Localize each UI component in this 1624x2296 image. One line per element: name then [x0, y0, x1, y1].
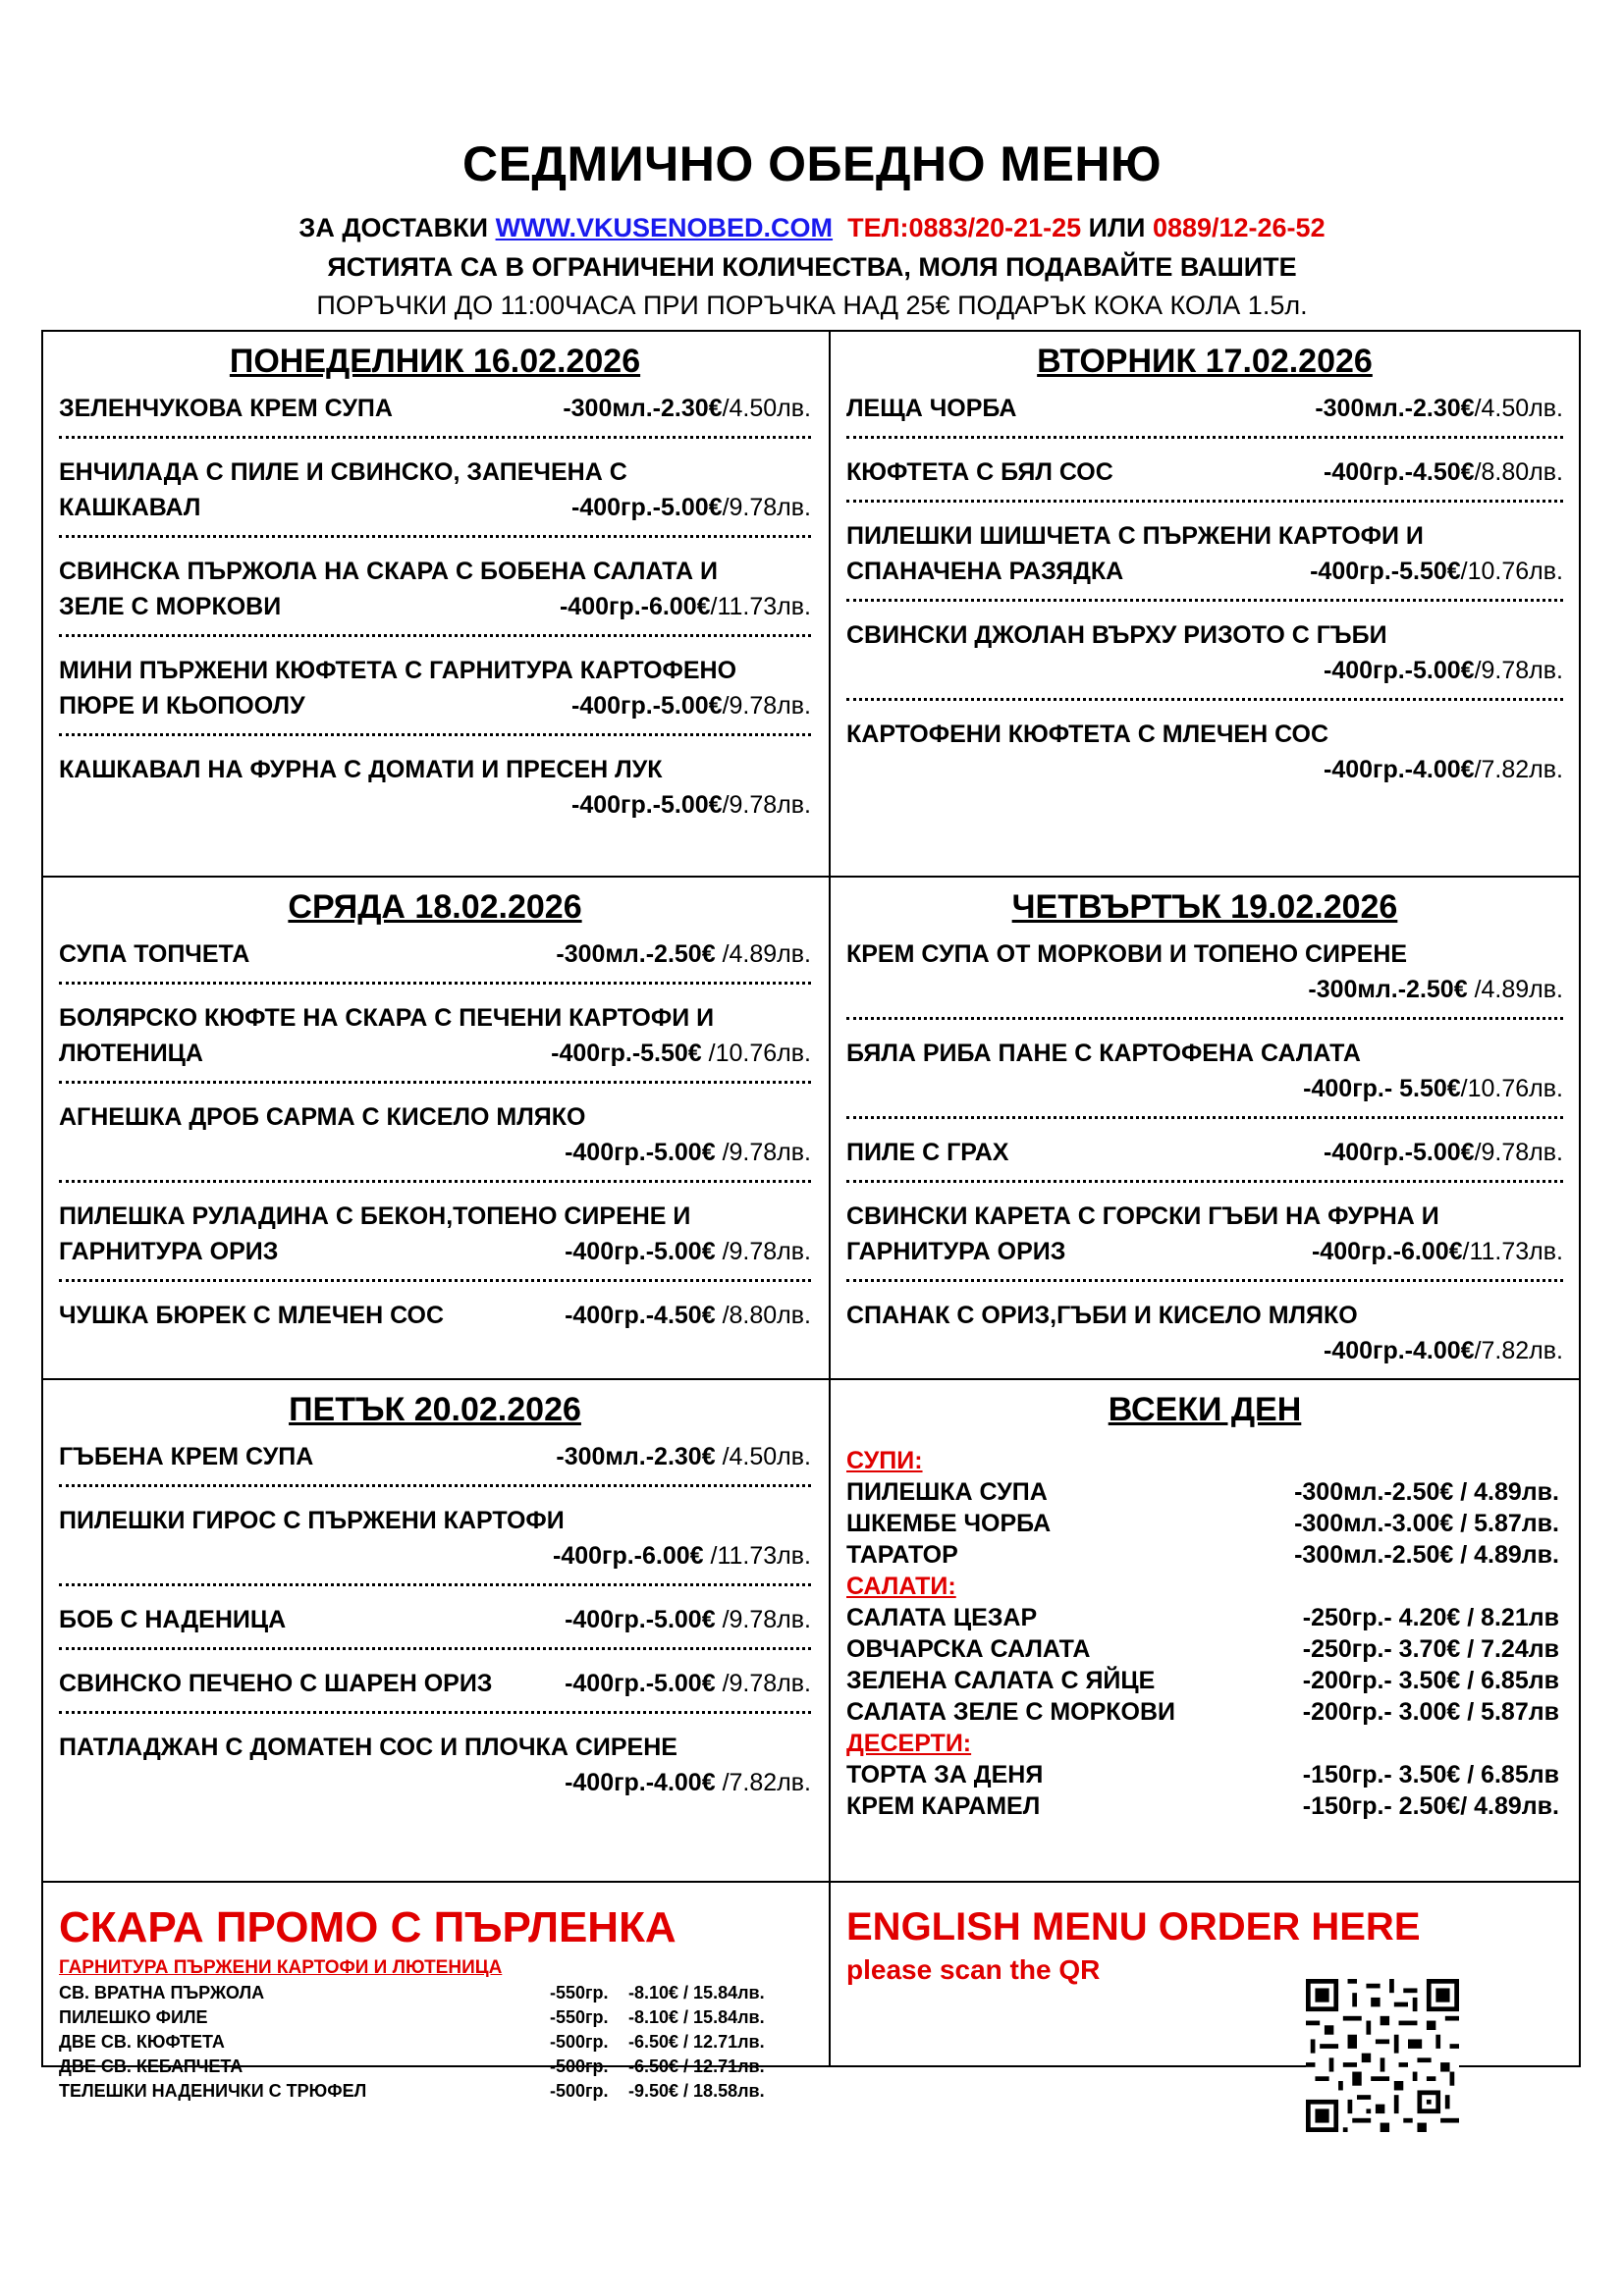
dotted-separator: [846, 599, 1563, 602]
menu-item-line: [59, 1036, 811, 1071]
website-link[interactable]: WWW.VKUSENOBED.COM: [495, 213, 834, 242]
day-title-wednesday: СРЯДА 18.02.2026: [288, 888, 582, 926]
everyday-item: [846, 1696, 1563, 1728]
price-eur: -400гр.-4.00€: [565, 1769, 716, 1796]
price-bgn: /9.78лв.: [722, 791, 811, 819]
menu-item-price-line: [846, 653, 1563, 688]
everyday-item-price: -300мл.-2.50€ / 4.89лв.: [1294, 1478, 1559, 1506]
price-bgn: /9.78лв.: [1474, 1139, 1563, 1166]
price-bgn: /11.73лв.: [703, 1542, 811, 1570]
price-bgn: /4.50лв.: [1474, 395, 1563, 422]
menu-item: [846, 617, 1563, 688]
menu-item-line: [846, 1234, 1563, 1269]
menu-item-line: [59, 1730, 811, 1765]
promo-item: [59, 2030, 811, 2055]
promo-item-weight: -550гр.: [550, 1983, 609, 2002]
price-bgn: /7.82лв.: [1474, 1337, 1563, 1364]
everyday-section: [831, 1380, 1581, 1881]
dotted-separator: [59, 1484, 811, 1487]
menu-item-line: [846, 617, 1563, 653]
promo-item-weight: -500гр.: [550, 2081, 609, 2101]
promo-item-weight: -500гр.: [550, 2056, 609, 2076]
price-bgn: /4.89лв.: [715, 940, 811, 968]
menu-item-name: ПЮРЕ И КЬОПООЛУ: [59, 692, 305, 720]
promo-item: [59, 2079, 811, 2104]
menu-item: [59, 1000, 811, 1071]
everyday-item-price: -150гр.- 2.50€/ 4.89лв.: [1302, 1792, 1559, 1820]
price: [1324, 752, 1563, 787]
price: [565, 1602, 811, 1637]
english-menu-subtitle: please scan the QR: [846, 1954, 1101, 1985]
price-eur: -300мл.-2.30€: [556, 1443, 716, 1470]
promo-item-price: -8.10€ / 15.84лв.: [628, 2007, 765, 2027]
menu-item-name: СВИНСКО ПЕЧЕНО С ШАРЕН ОРИЗ: [59, 1670, 493, 1697]
phone-1[interactable]: ТЕЛ:0883/20-21-25: [847, 213, 1082, 242]
menu-item-name: ПИЛЕШКИ ГИРОС С ПЪРЖЕНИ КАРТОФИ: [59, 1507, 565, 1534]
menu-item-name: ЗЕЛЕ С МОРКОВИ: [59, 593, 282, 620]
items-wednesday: [59, 936, 811, 1333]
price-bgn: /7.82лв.: [715, 1769, 811, 1796]
everyday-item-name: ПИЛЕШКА СУПА: [846, 1478, 1048, 1506]
everyday-item-price: -200гр.- 3.50€ / 6.85лв: [1302, 1667, 1559, 1694]
price: [1315, 391, 1563, 426]
price: [563, 391, 811, 426]
promo-item-price: -6.50€ / 12.71лв.: [628, 2032, 765, 2052]
menu-item-line: [59, 1099, 811, 1135]
price-bgn: /8.80лв.: [715, 1302, 811, 1329]
menu-item-name: СВИНСКИ КАРЕТА С ГОРСКИ ГЪБИ НА ФУРНА И: [846, 1202, 1439, 1230]
menu-item-line: [59, 391, 811, 426]
menu-item: [59, 653, 811, 723]
promo-item-name: ПИЛЕШКО ФИЛЕ: [59, 2007, 208, 2027]
price-eur: -400гр.-4.50€: [565, 1302, 716, 1329]
menu-item-price-line: [846, 752, 1563, 787]
menu-item: [59, 1503, 811, 1574]
menu-item-name: ГАРНИТУРА ОРИЗ: [846, 1238, 1066, 1265]
promo-item-name: ДВЕ СВ. КЮФТЕТА: [59, 2032, 225, 2052]
menu-item-name: МИНИ ПЪРЖЕНИ КЮФТЕТА С ГАРНИТУРА КАРТОФЕНО: [59, 657, 737, 684]
menu-item-line: [846, 518, 1563, 554]
dotted-separator: [59, 1647, 811, 1650]
everyday-item-name: ШКЕМБЕ ЧОРБА: [846, 1510, 1052, 1537]
menu-item-name: КЮФТЕТА С БЯЛ СОС: [846, 458, 1113, 486]
menu-item-price-line: [846, 972, 1563, 1007]
menu-item: [846, 1036, 1563, 1106]
menu-item-name: СВИНСКА ПЪРЖОЛА НА СКАРА С БОБЕНА САЛАТА И: [59, 558, 718, 585]
price: [1324, 454, 1563, 490]
everyday-item-name: ОВЧАРСКА САЛАТА: [846, 1635, 1091, 1663]
items-tuesday: [846, 391, 1563, 787]
menu-item-line: [59, 653, 811, 688]
price-bgn: /7.82лв.: [1474, 756, 1563, 783]
promo-section: [43, 1883, 829, 2101]
menu-item: [846, 454, 1563, 490]
price: [553, 1538, 811, 1574]
price-eur: -400гр.-5.00€: [565, 1238, 716, 1265]
dotted-separator: [59, 1180, 811, 1183]
everyday-item-price: -300мл.-2.50€ / 4.89лв.: [1294, 1541, 1559, 1569]
menu-item-line: [846, 717, 1563, 752]
menu-item-name: СУПА ТОПЧЕТА: [59, 940, 250, 968]
dotted-separator: [59, 1711, 811, 1714]
menu-item-name: СПАНАЧЕНА РАЗЯДКА: [846, 558, 1124, 585]
menu-item-name: ПИЛЕ С ГРАХ: [846, 1139, 1009, 1166]
promo-items: [59, 1981, 811, 2104]
price: [565, 1234, 811, 1269]
menu-item: [59, 1298, 811, 1333]
everyday-item: [846, 1539, 1563, 1571]
price: [571, 688, 811, 723]
menu-item: [846, 717, 1563, 787]
price-eur: -400гр.-5.00€: [565, 1139, 716, 1166]
items-friday: [59, 1439, 811, 1800]
menu-item-line: [846, 391, 1563, 426]
dotted-separator: [846, 1116, 1563, 1119]
price-eur: -300мл.-2.30€: [1315, 395, 1475, 422]
menu-item-price-line: [846, 1333, 1563, 1368]
notice-line-1: ЯСТИЯТА СА В ОГРАНИЧЕНИ КОЛИЧЕСТВА, МОЛЯ ПОДАВАЙТЕ ВАШИТЕ: [327, 252, 1297, 282]
menu-item: [846, 1199, 1563, 1269]
menu-item-name: ПИЛЕШКА РУЛАДИНА С БЕКОН,ТОПЕНО СИРЕНЕ И: [59, 1202, 691, 1230]
price-bgn: /9.78лв.: [722, 692, 811, 720]
everyday-item: [846, 1759, 1563, 1790]
menu-item: [59, 454, 811, 525]
page-title: СЕДМИЧНО ОБЕДНО МЕНЮ: [461, 136, 1163, 191]
menu-item-name: СВИНСКИ ДЖОЛАН ВЪРХУ РИЗОТО С ГЪБИ: [846, 621, 1387, 649]
price: [556, 1439, 811, 1474]
price-eur: -300мл.-2.50€: [1308, 976, 1468, 1003]
everyday-item-price: -250гр.- 4.20€ / 8.21лв: [1302, 1604, 1559, 1631]
promo-item-price: -8.10€ / 15.84лв.: [628, 1983, 765, 2002]
menu-item-name: ЛЕЩА ЧОРБА: [846, 395, 1017, 422]
price-bgn: /11.73лв.: [710, 593, 811, 620]
price-bgn: /10.76лв.: [1460, 558, 1563, 585]
everyday-item-name: ЗЕЛЕНА САЛАТА С ЯЙЦЕ: [846, 1667, 1156, 1694]
promo-item-price: -9.50€ / 18.58лв.: [628, 2081, 765, 2101]
price-bgn: /11.73лв.: [1462, 1238, 1563, 1265]
everyday-item: [846, 1633, 1563, 1665]
price: [1308, 972, 1563, 1007]
price: [565, 1666, 811, 1701]
menu-item-line: [846, 454, 1563, 490]
everyday-title: ВСЕКИ ДЕН: [1108, 1391, 1302, 1428]
price-eur: -400гр.-4.00€: [1324, 1337, 1475, 1364]
promo-item-weight: -550гр.: [550, 2007, 609, 2027]
everyday-item-name: КРЕМ КАРАМЕЛ: [846, 1792, 1041, 1820]
dotted-separator: [846, 1180, 1563, 1183]
price-bgn: /9.78лв.: [715, 1670, 811, 1697]
menu-grid: [41, 330, 1581, 2101]
menu-item-price-line: [59, 1135, 811, 1170]
everyday-item: [846, 1508, 1563, 1539]
menu-item-price-line: [59, 1765, 811, 1800]
menu-item-name: ПАТЛАДЖАН С ДОМАТЕН СОС И ПЛОЧКА СИРЕНЕ: [59, 1734, 677, 1761]
price-bgn: /4.89лв.: [1467, 976, 1563, 1003]
price: [560, 589, 811, 624]
everyday-item-name: САЛАТА ЦЕЗАР: [846, 1604, 1038, 1631]
menu-item: [846, 936, 1563, 1007]
price-bgn: /9.78лв.: [715, 1139, 811, 1166]
price-eur: -400гр.-6.00€: [559, 593, 711, 620]
price-eur: -400гр.-5.00€: [565, 1670, 716, 1697]
day-friday: [43, 1380, 829, 1881]
or-label: ИЛИ: [1081, 213, 1153, 242]
price-eur: -400гр.-4.00€: [1324, 756, 1475, 783]
price: [565, 1298, 811, 1333]
day-thursday: [831, 878, 1581, 1378]
dotted-separator: [59, 982, 811, 985]
price-bgn: /4.50лв.: [722, 395, 811, 422]
everyday-item: [846, 1790, 1563, 1822]
menu-item-line: [59, 936, 811, 972]
menu-item-line: [846, 1036, 1563, 1071]
price-eur: -400гр.-5.00€: [571, 791, 723, 819]
everyday-item-price: -200гр.- 3.00€ / 5.87лв: [1302, 1698, 1559, 1726]
promo-subtitle: ГАРНИТУРА ПЪРЖЕНИ КАРТОФИ И ЛЮТЕНИЦА: [59, 1957, 503, 1978]
everyday-group-label: ДЕСЕРТИ:: [846, 1730, 972, 1757]
price-bgn: /9.78лв.: [1474, 657, 1563, 684]
menu-item-price-line: [59, 787, 811, 823]
notice-line-2: ПОРЪЧКИ ДО 11:00ЧАСА ПРИ ПОРЪЧКА НАД 25€ ПОДАРЪК КОКА КОЛА 1.5л.: [316, 291, 1308, 320]
phone-2[interactable]: 0889/12-26-52: [1152, 213, 1326, 242]
menu-item: [59, 1602, 811, 1637]
price-eur: -400гр.- 5.50€: [1303, 1075, 1461, 1102]
price-eur: -400гр.-5.00€: [1324, 1139, 1475, 1166]
menu-item-name: АГНЕШКА ДРОБ САРМА С КИСЕЛО МЛЯКО: [59, 1103, 586, 1131]
menu-item-line: [59, 1503, 811, 1538]
price-bgn: /9.78лв.: [715, 1606, 811, 1633]
everyday-item-name: ТОРТА ЗА ДЕНЯ: [846, 1761, 1044, 1789]
menu-item-line: [846, 936, 1563, 972]
menu-item: [59, 1099, 811, 1170]
dotted-separator: [846, 500, 1563, 503]
menu-item-name: КАШКАВАЛ: [59, 494, 201, 521]
menu-item: [846, 1298, 1563, 1368]
menu-item-line: [59, 1666, 811, 1701]
menu-item-name: БЯЛА РИБА ПАНЕ С КАРТОФЕНА САЛАТА: [846, 1040, 1361, 1067]
price: [1303, 1071, 1563, 1106]
promo-item-name: ТЕЛЕШКИ НАДЕНИЧКИ С ТРЮФЕЛ: [59, 2081, 367, 2101]
menu-item-line: [59, 752, 811, 787]
menu-item: [59, 752, 811, 823]
day-title-friday: ПЕТЪК 20.02.2026: [289, 1391, 581, 1428]
everyday-item-price: -150гр.- 3.50€ / 6.85лв: [1302, 1761, 1559, 1789]
price-eur: -400гр.-5.00€: [1324, 657, 1475, 684]
menu-item-name: ЧУШКА БЮРЕК С МЛЕЧЕН СОС: [59, 1302, 445, 1329]
dotted-separator: [59, 1081, 811, 1084]
price-eur: -400гр.-5.00€: [565, 1606, 716, 1633]
everyday-item: [846, 1476, 1563, 1508]
menu-item-line: [846, 1135, 1563, 1170]
menu-item-price-line: [846, 1071, 1563, 1106]
promo-item-weight: -500гр.: [550, 2032, 609, 2052]
menu-item-line: [59, 688, 811, 723]
menu-item: [59, 1199, 811, 1269]
english-menu-title: ENGLISH MENU ORDER HERE: [846, 1905, 1421, 1949]
menu-item: [59, 936, 811, 972]
menu-item-line: [59, 1234, 811, 1269]
promo-item-price: -6.50€ / 12.71лв.: [628, 2056, 765, 2076]
items-thursday: [846, 936, 1563, 1368]
dotted-separator: [846, 1017, 1563, 1020]
menu-item-line: [59, 1439, 811, 1474]
dotted-separator: [59, 1583, 811, 1586]
day-monday: [43, 332, 829, 876]
menu-item: [59, 391, 811, 426]
day-title-tuesday: ВТОРНИК 17.02.2026: [1037, 343, 1373, 380]
menu-item-line: [59, 589, 811, 624]
menu-item-line: [59, 1199, 811, 1234]
day-title-thursday: ЧЕТВЪРТЪК 19.02.2026: [1011, 888, 1398, 926]
english-menu-section: [831, 1883, 1581, 2067]
menu-item-line: [59, 554, 811, 589]
promo-title: СКАРА ПРОМО С ПЪРЛЕНКА: [59, 1903, 677, 1951]
price: [556, 936, 811, 972]
menu-item-price-line: [59, 1538, 811, 1574]
everyday-item: [846, 1602, 1563, 1633]
price: [571, 787, 811, 823]
everyday-item-name: САЛАТА ЗЕЛЕ С МОРКОВИ: [846, 1698, 1176, 1726]
dotted-separator: [846, 1279, 1563, 1282]
price: [1324, 653, 1563, 688]
price: [1310, 554, 1563, 589]
price-bgn: /8.80лв.: [1474, 458, 1563, 486]
price-eur: -300мл.-2.50€: [556, 940, 716, 968]
menu-item-line: [846, 554, 1563, 589]
menu-item-name: ЕНЧИЛАДА С ПИЛЕ И СВИНСКО, ЗАПЕЧЕНА С: [59, 458, 627, 486]
price: [565, 1135, 811, 1170]
menu-item: [59, 554, 811, 624]
price-eur: -400гр.-5.50€: [551, 1040, 702, 1067]
promo-item: [59, 2055, 811, 2079]
promo-item: [59, 2005, 811, 2030]
menu-item: [846, 1135, 1563, 1170]
everyday-item-name: ТАРАТОР: [846, 1541, 958, 1569]
promo-item: [59, 1981, 811, 2005]
menu-item: [846, 391, 1563, 426]
price-eur: -400гр.-6.00€: [1311, 1238, 1463, 1265]
price-eur: -400гр.-5.00€: [571, 692, 723, 720]
menu-item-name: ГАРНИТУРА ОРИЗ: [59, 1238, 279, 1265]
price-bgn: /10.76лв.: [701, 1040, 811, 1067]
price: [1324, 1135, 1563, 1170]
menu-item-name: ПИЛЕШКИ ШИШЧЕТА С ПЪРЖЕНИ КАРТОФИ И: [846, 522, 1424, 550]
menu-item-line: [59, 1602, 811, 1637]
delivery-label: ЗА ДОСТАВКИ: [298, 213, 496, 242]
menu-item-name: БОЛЯРСКО КЮФТЕ НА СКАРА С ПЕЧЕНИ КАРТОФИ И: [59, 1004, 715, 1032]
menu-item-name: КРЕМ СУПА ОТ МОРКОВИ И ТОПЕНО СИРЕНЕ: [846, 940, 1408, 968]
everyday-item: [846, 1665, 1563, 1696]
price: [1324, 1333, 1563, 1368]
everyday-item-price: -300мл.-3.00€ / 5.87лв.: [1294, 1510, 1559, 1537]
promo-item-name: СВ. ВРАТНА ПЪРЖОЛА: [59, 1983, 265, 2002]
price-bgn: /4.50лв.: [715, 1443, 811, 1470]
menu-item-line: [846, 1199, 1563, 1234]
price: [551, 1036, 811, 1071]
contact-line: [0, 213, 1624, 243]
menu-item: [59, 1439, 811, 1474]
everyday-item-price: -250гр.- 3.70€ / 7.24лв: [1302, 1635, 1559, 1663]
menu-item: [59, 1730, 811, 1800]
price-bgn: /9.78лв.: [722, 494, 811, 521]
dotted-separator: [59, 436, 811, 439]
menu-item-name: ЗЕЛЕНЧУКОВА КРЕМ СУПА: [59, 395, 393, 422]
price-bgn: /10.76лв.: [1460, 1075, 1563, 1102]
dotted-separator: [59, 733, 811, 736]
dotted-separator: [59, 535, 811, 538]
everyday-items: [846, 1445, 1563, 1822]
price-bgn: /9.78лв.: [715, 1238, 811, 1265]
price: [571, 490, 811, 525]
price-eur: -400гр.-5.50€: [1310, 558, 1461, 585]
price-eur: -400гр.-6.00€: [553, 1542, 704, 1570]
qr-code-icon[interactable]: [1306, 1979, 1459, 2132]
day-tuesday: [831, 332, 1581, 876]
menu-item: [846, 518, 1563, 589]
menu-item-line: [846, 1298, 1563, 1333]
menu-item-name: КАРТОФЕНИ КЮФТЕТА С МЛЕЧЕН СОС: [846, 721, 1329, 748]
price: [565, 1765, 811, 1800]
menu-item-name: ЛЮТЕНИЦА: [59, 1040, 203, 1067]
dotted-separator: [846, 698, 1563, 701]
menu-item-line: [59, 454, 811, 490]
price: [1312, 1234, 1563, 1269]
everyday-group-label: СУПИ:: [846, 1447, 923, 1474]
dotted-separator: [846, 436, 1563, 439]
items-monday: [59, 391, 811, 823]
dotted-separator: [59, 634, 811, 637]
day-wednesday: [43, 878, 829, 1378]
menu-item-line: [59, 490, 811, 525]
menu-item-line: [59, 1000, 811, 1036]
everyday-group-label: САЛАТИ:: [846, 1573, 956, 1600]
menu-item-name: КАШКАВАЛ НА ФУРНА С ДОМАТИ И ПРЕСЕН ЛУК: [59, 756, 663, 783]
menu-item-name: БОБ С НАДЕНИЦА: [59, 1606, 287, 1633]
day-title-monday: ПОНЕДЕЛНИК 16.02.2026: [229, 343, 641, 380]
price-eur: -400гр.-5.00€: [571, 494, 723, 521]
menu-item: [59, 1666, 811, 1701]
menu-item-name: СПАНАК С ОРИЗ,ГЪБИ И КИСЕЛО МЛЯКО: [846, 1302, 1358, 1329]
promo-item-name: ДВЕ СВ. КЕБАПЧЕТА: [59, 2056, 244, 2076]
menu-item-line: [59, 1298, 811, 1333]
price-eur: -300мл.-2.30€: [563, 395, 723, 422]
dotted-separator: [59, 1279, 811, 1282]
price-eur: -400гр.-4.50€: [1324, 458, 1475, 486]
menu-item-name: ГЪБЕНА КРЕМ СУПА: [59, 1443, 314, 1470]
